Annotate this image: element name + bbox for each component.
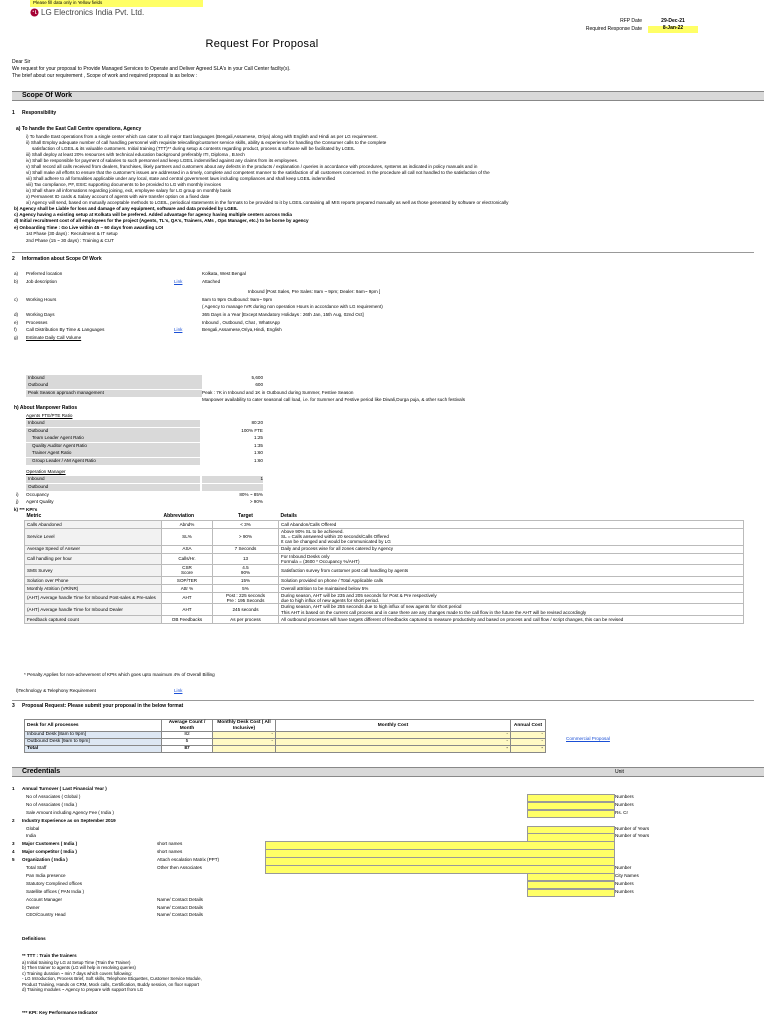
kpi-target: 5% xyxy=(213,584,279,592)
credential-unit: Numbers xyxy=(615,880,634,886)
info-label: Estimate Daily Call Volume xyxy=(26,334,82,340)
responsibility-bold-item: c) Agency having a existing setup at Kolkata will be prefered. Added advantage for agency having multiple centers across India xyxy=(14,212,292,218)
kpi-metric: Average Speed of Answer xyxy=(25,545,162,553)
responsibility-item: vi) Shall make all efforts to ensure that the customer's issues are addressed in a timely, complete and competent manner to the satisfaction of all customers concerned. In the procedure all call not handled to the satisfaction of the xyxy=(26,170,490,175)
lg-logo-icon xyxy=(30,8,39,17)
credential-label: Organization ( India ) xyxy=(22,857,68,863)
credential-unit: Number xyxy=(615,865,632,870)
agent-quality-key: j) xyxy=(16,499,19,504)
credential-row xyxy=(12,905,754,912)
kpis-label: k) *** KPI's xyxy=(14,507,38,512)
info-row xyxy=(14,304,754,311)
credential-label: Account Manager xyxy=(26,896,63,902)
fte-row xyxy=(26,420,266,427)
responsibility-item: x) Permanent ID cards & Salary account of agents with wire transfer option on a fixed date xyxy=(26,194,210,199)
volume-label: Inbound xyxy=(26,375,202,382)
responsibility-item: v) Shall record all calls received from dealers, franchises, likely partners and customers about any defects in the products / explanation / queries in accordance with procedures, systems as indicated in policy manuals and in xyxy=(26,164,478,169)
credential-label: Annual Turnover ( Last Financial Year ) xyxy=(22,786,107,791)
fill-notice-banner: Please fill data only in Yellow fields xyxy=(30,0,203,7)
credential-unit: Number of Years xyxy=(615,825,650,831)
credential-row xyxy=(12,841,754,848)
desk-annual-cost[interactable]: - xyxy=(511,746,546,753)
volume-row xyxy=(26,382,756,389)
credential-unit: Rs. Cr xyxy=(615,809,629,815)
credential-row xyxy=(12,889,754,896)
rfp-date-value: 29-Dec-21 xyxy=(661,18,685,24)
section-3-title: Proposal Request: Please submit your proposal in the below format xyxy=(22,703,184,709)
credential-row xyxy=(12,865,754,872)
intro-line-2: The brief about our requirement , Scope of work and required proposal is as below : xyxy=(12,73,198,79)
fte-row xyxy=(26,443,266,450)
credential-label: Major Customers ( India ) xyxy=(22,841,78,847)
section-1-title: Responsibility xyxy=(22,110,57,116)
scope-of-work-header: Scope Of Work xyxy=(12,91,764,101)
operation-manager-value: 1 xyxy=(202,476,263,483)
info-value: Inbound [Post Sales, Pre Sales: 8am ~ 9pm; Dealer: 9am~ 9pm ] xyxy=(248,289,381,295)
page-title: Request For Proposal xyxy=(205,38,319,50)
kpi-metric: Calls Abandoned xyxy=(25,520,162,528)
info-value: Inbound , Outbound, Chat , WhatsApp xyxy=(202,319,280,325)
info-value: Kolkata, West Bengal xyxy=(202,271,246,276)
volume-value: 5,600 xyxy=(251,375,263,380)
desk-cost[interactable]: - xyxy=(213,739,276,746)
kpi-penalty-note: * Penalty Applies for non-achevement of KPIs which goes upto maximum 4% of Overall Billing xyxy=(24,672,215,677)
desk-count: 5 xyxy=(162,739,213,746)
fte-value: 1:60 xyxy=(254,458,263,463)
kpi-target: < 3% xyxy=(213,520,279,528)
kpi-details: Satisfaction survey from customer post call handling by agents xyxy=(279,565,744,577)
info-row xyxy=(14,271,754,278)
responsibility-item: ix) Shall share all informations regarding joining, exit, employee salary for LG group on monthly basis xyxy=(26,188,232,193)
phase-1: 1st Phase (30 days) : Recruitment & IT setup xyxy=(26,231,118,236)
kpi-details: Solution provided on phone / Total Applicable calls xyxy=(279,576,744,584)
desk-cost[interactable] xyxy=(213,746,276,753)
manpower-ratios-label: h) About Manpower Ratios xyxy=(14,405,78,411)
fte-label: Inbound xyxy=(26,420,200,427)
desk-header-count: Average Count / Month xyxy=(162,720,213,732)
kpi-target: > 90% xyxy=(213,528,279,545)
occupancy-label: Occupancy xyxy=(26,492,49,497)
kpi-target: 4.5 90% xyxy=(213,565,279,577)
kpi-abbreviation: Abnd% xyxy=(162,520,213,528)
desk-row xyxy=(25,739,546,746)
desk-row xyxy=(25,732,546,739)
desk-count: 82 xyxy=(162,732,213,739)
credential-label: Major competitor ( India ) xyxy=(22,849,77,855)
occupancy-value: 80% ~ 85% xyxy=(239,492,263,497)
info-link[interactable]: Link xyxy=(174,278,183,284)
fte-label: Trainer Agent Ratio xyxy=(26,450,200,457)
ttt-title: ** TTT : Train the trainers xyxy=(22,953,77,958)
kpi-metric: Call handling per hour xyxy=(25,553,162,565)
desk-process: Inbound Desk [8am to 9pm] xyxy=(25,732,162,739)
fte-row xyxy=(26,450,266,457)
info-value: ( Agency to manage IVR during non operation Hours in accordance with LG requirement) xyxy=(202,304,383,310)
kpi-details: Overall attrition to be maintained below 5% xyxy=(279,584,744,592)
responsibility-bold-item: e) Onboarding Time : Go Live within 45 ~ 60 days from awarding LOI xyxy=(14,224,164,230)
kpi-abbreviation: ASA xyxy=(162,545,213,553)
credential-label: Industry Experience as on September 2019 xyxy=(22,817,116,823)
technology-link[interactable]: Link xyxy=(174,688,183,693)
credential-note: short names xyxy=(157,841,183,847)
credentials-header: Credentials Unit xyxy=(12,767,764,777)
fte-label: Group Leader / AM Agent Ratio xyxy=(26,458,200,465)
fte-value: 1:60 xyxy=(254,450,263,456)
kpi-header-target: Target xyxy=(238,513,253,519)
kpi-header-metric: Metric xyxy=(26,513,42,519)
desk-count: 87 xyxy=(162,746,213,753)
kpi-row xyxy=(25,545,744,553)
volume-label: Peak Season approach management xyxy=(26,390,202,397)
technology-label: l)Technology & Telephony Requirement xyxy=(16,688,96,693)
volume-label: Outbound xyxy=(26,382,202,389)
info-key: c) xyxy=(14,296,18,302)
kpi-abbreviation: SL% xyxy=(162,528,213,545)
ttt-item: c) Training duration ~ min 7 days which covers following: xyxy=(22,970,132,976)
definitions-title: Definitions xyxy=(22,936,46,941)
volume-note: Manpower availability to cater seasonal call load, i.e. for Summer and Festive period like Diwali,Durga puja, & other such festivals xyxy=(202,397,465,402)
desk-cost[interactable]: - xyxy=(213,732,276,739)
credential-number: 5 xyxy=(12,857,15,863)
divider xyxy=(12,700,754,701)
rfp-date-label: RFP Date xyxy=(620,18,642,24)
responsibility-item: xi) Agency will send, based on mutually acceptable methods to LGEIL, periodical statements in the formats to be provided to it by LGEIL containing all MIS reports prepared manually as well as those generated by software or electronically xyxy=(26,200,509,205)
kpi-target: 15% xyxy=(213,576,279,584)
credential-note: Name/ Contact Details xyxy=(157,912,203,918)
fte-value: 1:25 xyxy=(254,435,263,441)
info-label: Processes xyxy=(26,319,48,325)
operation-manager-row xyxy=(26,484,266,491)
kpi-abbreviation: Attr % xyxy=(162,584,213,592)
credential-label: Owner xyxy=(26,904,40,910)
credential-row xyxy=(12,833,754,840)
kpi-header-details: Details xyxy=(280,513,297,519)
kpi-header-abbreviation: Abbreviation xyxy=(163,513,195,519)
kpi-target: As per process xyxy=(213,615,279,623)
credential-row xyxy=(12,881,754,888)
occupancy-key: i) xyxy=(16,492,19,497)
desk-row xyxy=(25,746,546,753)
kpi-abbreviation: Calls/Hr. xyxy=(162,553,213,565)
responsibility-bold-list xyxy=(14,206,754,231)
credential-label: Satellite offices ( PAN India ) xyxy=(26,888,85,894)
ttt-item: - LG Introduction, Process Brief, Soft skills, Telephone Etiquettes, Customer Service Module, xyxy=(22,976,202,982)
kpi-details: During season, AHT will be 235 and 205 seconds for Post & Pre respectively due to high influx of new agents for short period. xyxy=(279,592,744,604)
credential-unit: Number of Years xyxy=(615,833,650,839)
kpi-target: 13 xyxy=(213,553,279,565)
info-row xyxy=(14,320,754,327)
credential-note: Name/ Contact Details xyxy=(157,904,203,910)
kpi-row xyxy=(25,520,744,528)
credential-label: No of Associates ( Global ) xyxy=(26,793,81,799)
divider xyxy=(12,252,754,253)
desk-monthly-cost[interactable]: - xyxy=(276,732,511,739)
credential-label: Sale Amount including Agency Fee ( India ) xyxy=(26,809,114,815)
kpi-details: Call Abandon/Calls Offered xyxy=(279,520,744,528)
greeting: Dear Sir xyxy=(12,59,31,65)
credential-unit: Numbers xyxy=(615,793,634,799)
responsibility-bold-item: b) Agency shall be Liable for loss and damage of any equipment, software and data provided by LGEIL xyxy=(14,206,238,211)
credential-label: Total Staff xyxy=(26,865,47,870)
kpi-abbreviation: OB Feedbacks xyxy=(162,615,213,623)
volume-value: Peak : 7K in Inbound and 1K in Outbound during Summer, Festive Season xyxy=(202,389,354,395)
section-1-number: 1 xyxy=(12,110,15,116)
response-date-label: Required Response Date xyxy=(585,26,642,32)
kpi-target: 245 seconds xyxy=(213,604,279,616)
credential-row xyxy=(12,873,754,880)
kpi-target: 7 Seconds xyxy=(213,545,279,553)
info-label: Working Days xyxy=(26,312,55,318)
info-key: f) xyxy=(14,327,17,333)
fte-row xyxy=(26,435,266,442)
desk-header-annual-cost: Annual Cost xyxy=(511,720,546,732)
operation-manager-label: Inbound xyxy=(26,476,200,483)
desk-monthly-cost[interactable]: - xyxy=(276,739,511,746)
info-key: a) xyxy=(14,271,19,276)
section-3-number: 3 xyxy=(12,703,15,709)
kpi-metric: Feedback captured count xyxy=(25,615,162,623)
info-link[interactable]: Link xyxy=(174,327,183,333)
kpi-abbreviation: SOP/TER xyxy=(162,576,213,584)
credential-unit: City Names xyxy=(615,872,639,878)
kpi-metric: SMS Survey xyxy=(25,565,162,577)
volume-row xyxy=(26,390,756,397)
kpi-details: Above 90% SL to be achieved. SL = Calls answered within 20 seconds/Calls Offered It can be changed and would be communicated by LG xyxy=(279,528,744,545)
credential-label: CEO/Country Head xyxy=(26,912,66,918)
desk-annual-cost[interactable]: - xyxy=(511,739,546,746)
info-key: g) xyxy=(14,334,19,340)
info-key: e) xyxy=(14,319,19,325)
intro-line-1: We request for your proposal to Provide Managed Services to Operate and Deliver Agreed SLA's in your Call Center facilty(s). xyxy=(12,66,291,72)
operation-manager-title: Operation Manager xyxy=(26,469,66,474)
responsibility-item: vii) Shall adhere to all formalities applicable under any local, state and central government laws including compliances and shall keep LGEIL indemnified xyxy=(26,176,336,181)
kpi-details: For Inbound Desks only Formula = (3600 * Occupancy %/AHT) xyxy=(279,553,744,565)
credential-row xyxy=(12,802,754,809)
info-label: Preferred location xyxy=(26,271,63,276)
kpi-details: Daily and process wise for all zones catered by Agency xyxy=(279,545,744,553)
ttt-item: d) Training modules ~ Agency to prepare with support from LG xyxy=(22,987,144,993)
kpi-row xyxy=(25,553,744,565)
info-value: Attached xyxy=(202,278,221,284)
credential-note: Name/ Contact Details xyxy=(157,896,203,902)
fte-label: Quality Auditor Agent Ratio xyxy=(26,443,200,450)
fte-label: Outbound xyxy=(26,428,200,435)
responsibility-item: viii) Tax compliance, PF, ESIC supporting documents to be provided to LG with monthly invoices xyxy=(26,182,221,187)
info-row xyxy=(14,297,754,304)
info-row xyxy=(14,289,754,296)
info-label: Working Hours xyxy=(26,296,57,302)
operation-manager-label: Outbound xyxy=(26,484,200,491)
desk-monthly-cost[interactable]: - xyxy=(276,746,511,753)
desk-header-monthly-cost: Monthly Cost xyxy=(276,720,511,732)
kpi-abbreviation: AHT xyxy=(162,592,213,604)
credential-row xyxy=(12,849,754,856)
phase-2: 2nd Phase (15 ~ 30 days) : Training & CUT xyxy=(26,238,114,243)
credential-row xyxy=(12,897,754,904)
responsibility-list xyxy=(26,134,756,206)
responsibility-item: i) To handle East operations from a single center which can cater to all major East languages (Bengali,Assamese, Oriya) along with English and Hindi as per LG requirement. xyxy=(26,134,378,139)
credential-row xyxy=(12,826,754,833)
commercial-proposal-link[interactable]: Commercial Proposal xyxy=(566,736,610,741)
responsibility-item: ii) Shall Employ adequate number of call handling personnel with requisite telecalling/customer service skills, ability & experience for handling the Consumer calls to the complete xyxy=(26,140,387,145)
info-label: Job description xyxy=(26,278,57,284)
volume-row xyxy=(26,375,756,382)
info-value: Bengali,Assamese,Oriya,Hindi, English xyxy=(202,327,282,333)
responsibility-item: satisfaction of LGEIL & its valuable customers. Initial training (TTT)** during setup & contents regarding product, process & software will be facilitated by LGEIL xyxy=(32,146,355,151)
credential-number: 3 xyxy=(12,841,15,847)
fte-row xyxy=(26,428,266,435)
kpi-metric: (AHT) Average handle Time for Inbound Dealer xyxy=(25,604,162,616)
info-key: b) xyxy=(14,278,19,284)
info-value: 365 Days in a Year [Except Mandatory Holidays : 26th Jan, 15th Aug, 02nd Oct] xyxy=(202,312,364,318)
kpi-row xyxy=(25,604,744,616)
info-row xyxy=(14,327,754,334)
info-key: d) xyxy=(14,312,19,318)
ttt-item: b) Then trainer to agents (LG will help in resolving queries) xyxy=(22,965,136,971)
kpi-abbreviation: AHT xyxy=(162,604,213,616)
info-label: Call Distribution By Time & Languages xyxy=(26,327,105,333)
kpi-row xyxy=(25,528,744,545)
fte-value: 100% FTE xyxy=(241,427,263,433)
fte-value: 1:35 xyxy=(254,442,263,448)
info-row xyxy=(14,312,754,319)
agent-quality-label: Agent Quality xyxy=(26,499,54,504)
credential-row xyxy=(12,786,754,793)
fte-value: 80:20 xyxy=(251,420,263,425)
credential-label: Statutory Complined offices xyxy=(26,880,83,886)
credential-label: Pan India presence xyxy=(26,872,66,878)
kpi-details: During season, AHT will be 255 seconds due to high influx of new agents for short period This AHT is based on the current call process and in case there are any changes made to the call flow in the future the AHT will be revised accordingly xyxy=(279,604,744,616)
credential-unit: Numbers xyxy=(615,888,634,894)
responsibility-a: a) To handle the East Call Centre operations, Agency xyxy=(16,126,142,132)
credential-note: short names xyxy=(157,849,183,855)
credential-label: No of Associates ( India ) xyxy=(26,801,78,807)
fte-label: Team Leader Agent Ratio xyxy=(26,435,200,442)
credential-number: 1 xyxy=(12,786,15,791)
credential-label: India xyxy=(26,833,36,839)
unit-label: Unit xyxy=(615,769,624,775)
ttt-item: Product Training, Hands on CRM, Mock calls, Certification, Buddy session, on floor support xyxy=(22,981,199,987)
credential-row xyxy=(12,810,754,817)
credential-row xyxy=(12,912,754,919)
desk-header-process: Desk for All processes xyxy=(25,720,162,732)
operation-manager-row xyxy=(26,476,266,483)
credential-note: Other then Associates xyxy=(157,865,202,870)
kpi-details: All outbound processes will have targets different of feedbacks captured to measure productivity and based on process and call flow / script changes, this can be revised xyxy=(279,615,744,623)
kpi-row xyxy=(25,565,744,577)
kpi-metric: Service Level xyxy=(25,528,162,545)
kpi-row xyxy=(25,584,744,592)
section-2-title: Information about Scope Of Work xyxy=(22,256,102,262)
kpi-row xyxy=(25,615,744,623)
kpi-metric: (AHT) Average handle Time for Inbound Post-sales & Pre-sales xyxy=(25,592,162,604)
desk-process: Outbound Desk [9am to 9pm] xyxy=(25,739,162,746)
desk-header-desk-cost: Monthly Desk Cost ( All Inclusive) xyxy=(213,720,276,732)
desk-cost-table xyxy=(24,719,546,753)
fte-ratio-title: Agents FTE/PTE Ratio xyxy=(26,413,73,418)
credential-label: Global xyxy=(26,825,40,831)
info-row xyxy=(14,335,754,342)
credential-number: 4 xyxy=(12,849,15,855)
operation-manager-value xyxy=(202,484,263,491)
volume-value: 600 xyxy=(255,382,263,388)
info-row xyxy=(14,279,754,286)
credential-row xyxy=(12,857,754,864)
responsibility-item: iii) Shall deploy at least 20% resources with technical education background preferably ITI, Diploma , B.tech xyxy=(26,152,245,157)
credential-number: 2 xyxy=(12,817,15,823)
kpi-row xyxy=(25,576,744,584)
credential-note: Attach escalation Matrix (PPT) xyxy=(157,857,220,863)
ttt-item: a) Initial training by LG at Setup Time (Train the Trainer) xyxy=(22,960,131,965)
agent-quality-value: > 90% xyxy=(249,499,263,504)
responsibility-item: iv) Shall be responsible for payment of salaries to such personnel and keep LGEIL indemnified against any claims from its employees. xyxy=(26,158,299,163)
company-logo xyxy=(30,8,144,17)
kpi-table xyxy=(24,514,744,624)
kpi-metric: Monthly Attrition (VR/NR) xyxy=(25,584,162,592)
desk-process: Total xyxy=(25,746,162,753)
kpi-target: Post : 225 seconds Pre : 195 Seconds xyxy=(213,592,279,604)
credential-unit: Numbers xyxy=(615,801,634,807)
section-2-number: 2 xyxy=(12,256,15,262)
ttt-list xyxy=(22,960,202,992)
kpi-abbreviation: CSR Score xyxy=(162,565,213,577)
credential-row xyxy=(12,818,754,825)
kpi-definition-title: *** KPI: Key Performance Indicator xyxy=(22,1010,98,1015)
kpi-metric: Solution over Phone xyxy=(25,576,162,584)
fte-row xyxy=(26,458,266,465)
company-name: LG Electronics India Pvt. Ltd. xyxy=(41,8,145,17)
kpi-row xyxy=(25,592,744,604)
responsibility-bold-item: d) Initial recruitment cost of all employees for the project (Agents, TL's, QA's, Trainers, AMs , Ops Manager, etc.) to be borne by agency xyxy=(14,218,309,224)
info-value: 8am to 9pm Outbound: 9am~ 9pm xyxy=(202,296,273,302)
response-date-value[interactable]: 8-Jan-22 xyxy=(648,26,698,33)
desk-annual-cost[interactable]: - xyxy=(511,732,546,739)
credential-row xyxy=(12,794,754,801)
